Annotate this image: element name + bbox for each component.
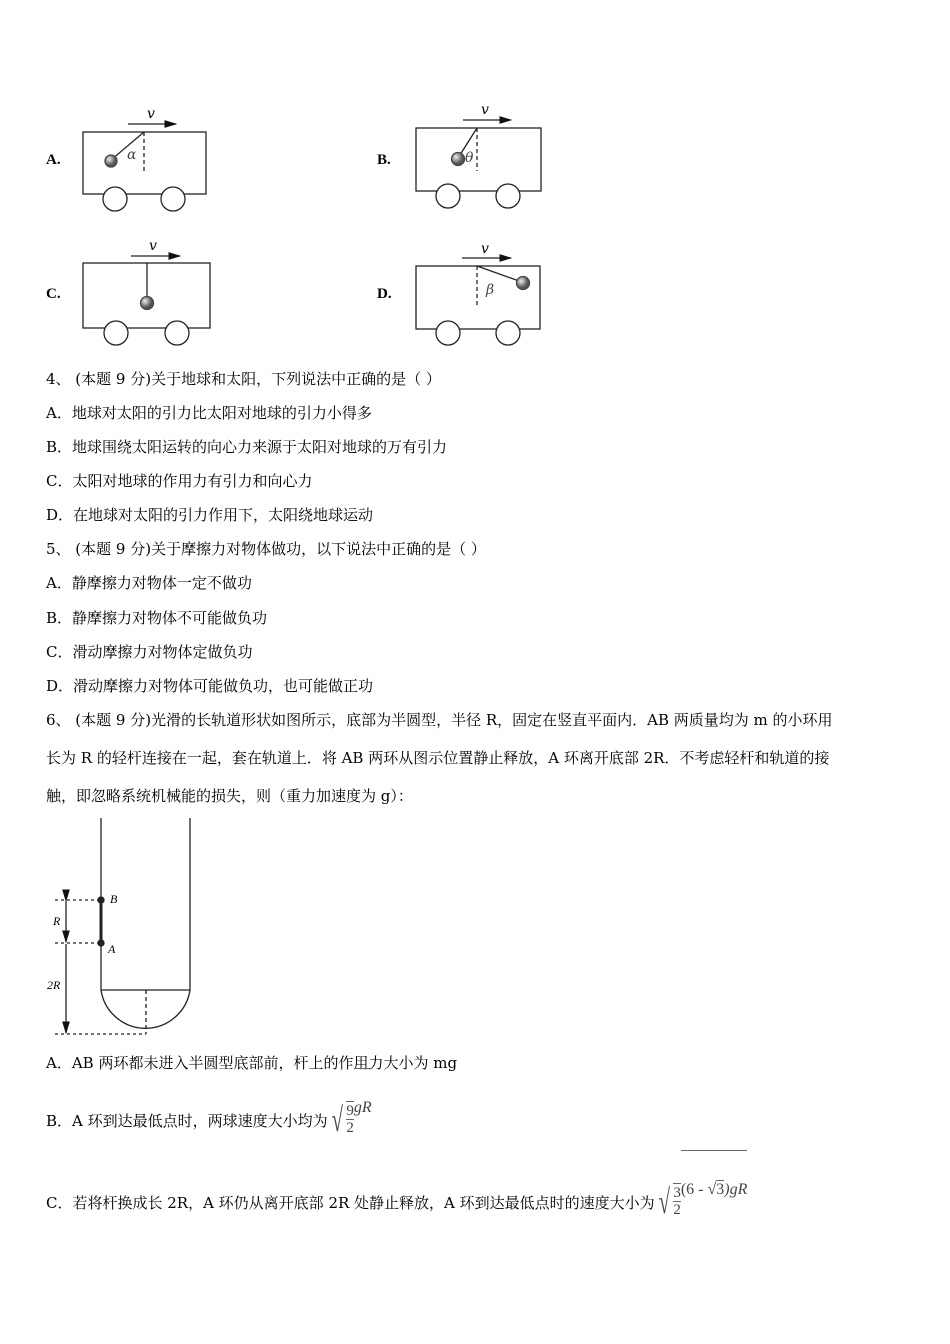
formula-c: √ $\frac{3}{2}$ (6 - √3)gR xyxy=(655,1186,748,1220)
option-c-label: C. xyxy=(46,286,61,302)
track-figure xyxy=(55,818,190,1034)
q6-stem-3: 触，即忽略系统机械能的损失，则（重力加速度为 g）： xyxy=(46,787,413,805)
angle-theta: θ xyxy=(465,150,474,166)
velocity-label: v xyxy=(149,238,157,254)
q5-option-d: D．滑动摩擦力对物体可能做负功，也可能做正功 xyxy=(46,677,374,695)
cart-figure-b xyxy=(416,120,541,208)
ring-b-label: B xyxy=(110,892,118,906)
q4-option-d: D．在地球对太阳的引力作用下，太阳绕地球运动 xyxy=(46,506,374,524)
angle-beta: β xyxy=(486,282,495,298)
option-b-label: B. xyxy=(377,152,391,168)
q6-option-a: A．AB 两环都未进入半圆型底部前，杆上的作用力大小为 mg xyxy=(46,1054,458,1072)
q6-stem-1: 6、 (本题 9 分)光滑的长轨道形状如图所示，底部为半圆型，半径 R，固定在竖直平面内．AB 两质量均为 m 的小环用 xyxy=(46,711,833,729)
q4-option-c: C．太阳对地球的作用力有引力和向心力 xyxy=(46,472,313,490)
q6-option-c xyxy=(46,1176,747,1230)
cart-figure-d xyxy=(416,258,540,345)
q6-option-b-text: B．A 环到达最低点时，两球速度大小均为 xyxy=(46,1112,328,1130)
cart-figure-c xyxy=(83,256,210,345)
q6-option-b xyxy=(46,1094,372,1148)
q4-option-b: B．地球围绕太阳运转的向心力来源于太阳对地球的万有引力 xyxy=(46,438,448,456)
cart-figure-a xyxy=(83,124,206,211)
velocity-label: v xyxy=(481,241,489,257)
option-d-label: D. xyxy=(377,286,392,302)
q6-stem-2: 长为 R 的轻杆连接在一起，套在轨道上．将 AB 两环从图示位置静止释放，A 环离开底部 2R．不考虑轻杆和轨道的接 xyxy=(46,749,830,767)
velocity-label: v xyxy=(481,102,489,118)
q4-option-a: A．地球对太阳的引力比太阳对地球的引力小得多 xyxy=(46,404,372,422)
q5-option-c: C．滑动摩擦力对物体定做负功 xyxy=(46,643,253,661)
q6-option-c-text: C．若将杆换成长 2R，A 环仍从离开底部 2R 处静止释放，A 环到达最低点时的速度大小为 xyxy=(46,1194,655,1212)
option-a-label: A. xyxy=(46,152,61,168)
dim-2r-label: 2R xyxy=(47,978,61,992)
velocity-label: v xyxy=(147,106,155,122)
ring-a-label: A xyxy=(108,942,116,956)
angle-alpha: α xyxy=(127,147,137,163)
q5-stem: 5、 (本题 9 分)关于摩擦力对物体做功，以下说法中正确的是（ ） xyxy=(46,540,486,558)
q5-option-a: A．静摩擦力对物体一定不做功 xyxy=(46,574,252,592)
dim-r-label: R xyxy=(53,914,61,928)
q4-stem: 4、 (本题 9 分)关于地球和太阳，下列说法中正确的是（ ） xyxy=(46,370,441,388)
formula-b: √ $\frac{9}{2}$ gR xyxy=(328,1104,372,1138)
q5-option-b: B．静摩擦力对物体不可能做负功 xyxy=(46,609,268,627)
